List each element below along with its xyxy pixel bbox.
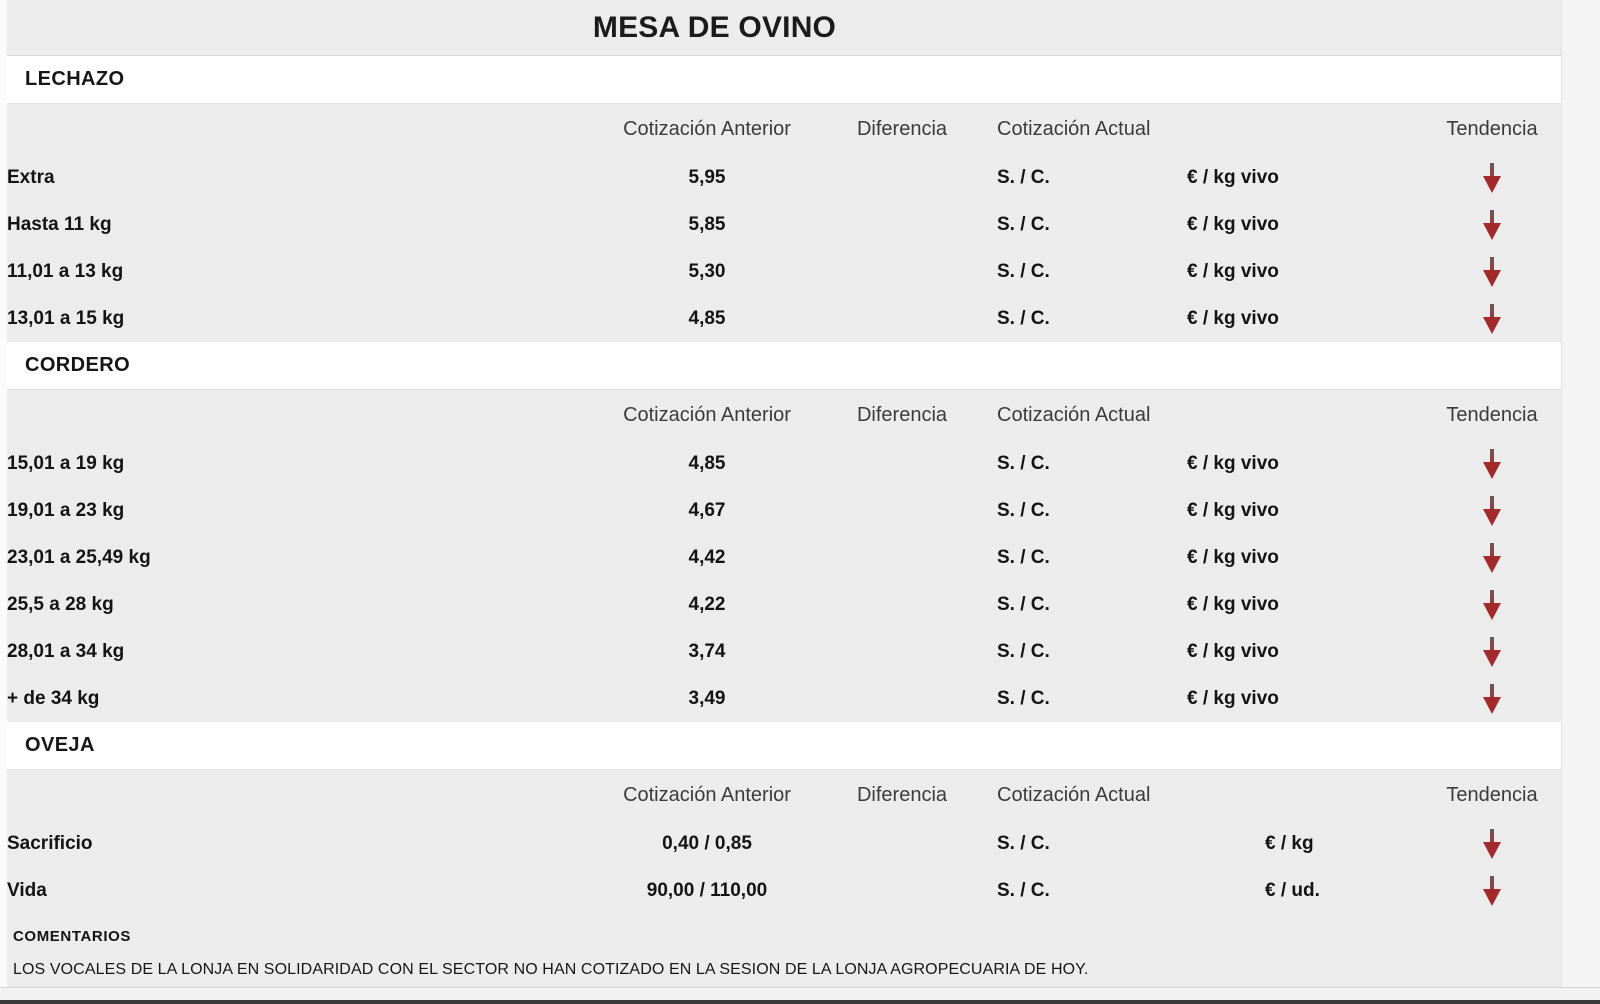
cell-previous-price: 4,85	[688, 452, 726, 474]
cell-previous-price: 5,95	[688, 166, 726, 188]
column-header-trend: Tendencia	[1446, 403, 1538, 426]
row-label: + de 34 kg	[7, 687, 100, 709]
table-row	[7, 534, 1562, 581]
column-header-unit	[1187, 770, 1422, 820]
cell-previous-price: 90,00 / 110,00	[646, 879, 768, 901]
quotation-table-oveja	[7, 770, 1562, 914]
column-header-difference: Diferencia	[856, 117, 948, 140]
table-row	[7, 820, 1562, 867]
comments-text: LOS VOCALES DE LA LONJA EN SOLIDARIDAD CON EL SECTOR NO HAN COTIZADO EN LA SESION DE LA LONJA AGROPECUARIA DE HOY.	[13, 961, 1089, 978]
right-gutter	[1561, 0, 1600, 1004]
section-header-cordero	[7, 342, 1562, 390]
column-header-trend: Tendencia	[1446, 783, 1538, 806]
cell-previous-price: 5,85	[688, 213, 726, 235]
comments-section	[7, 914, 1562, 979]
cell-previous-price: 4,67	[688, 499, 726, 521]
table-row	[7, 628, 1562, 675]
row-label: 15,01 a 19 kg	[7, 452, 125, 474]
down-arrow-icon	[1483, 304, 1501, 334]
cell-difference	[807, 295, 997, 342]
column-header-difference: Diferencia	[856, 403, 948, 426]
column-header-unit	[1187, 390, 1422, 440]
cell-difference	[807, 628, 997, 675]
column-header-current: Cotización Actual	[997, 403, 1151, 426]
cell-difference	[807, 581, 997, 628]
down-arrow-icon	[1483, 876, 1501, 906]
row-label: Vida	[7, 879, 47, 901]
column-header-difference: Diferencia	[856, 783, 948, 806]
cell-current-price: S. / C.	[997, 452, 1050, 474]
column-header-previous: Cotización Anterior	[623, 403, 791, 426]
cell-current-price: S. / C.	[997, 640, 1050, 662]
column-header-current: Cotización Actual	[997, 783, 1151, 806]
cell-trend	[1422, 534, 1562, 581]
section-header-oveja	[7, 722, 1562, 770]
cell-unit: € / kg vivo	[1187, 166, 1279, 188]
row-label: 23,01 a 25,49 kg	[7, 546, 151, 568]
row-label: 13,01 a 15 kg	[7, 307, 125, 329]
cell-difference	[807, 154, 997, 201]
table-row	[7, 295, 1562, 342]
cell-trend	[1422, 201, 1562, 248]
down-arrow-icon	[1483, 449, 1501, 479]
cell-current-price: S. / C.	[997, 593, 1050, 615]
cell-previous-price: 3,49	[688, 687, 726, 709]
section-title: OVEJA	[25, 734, 95, 756]
bottom-rule	[0, 1000, 1600, 1004]
down-arrow-icon	[1483, 590, 1501, 620]
header-spacer	[7, 770, 607, 820]
column-header-previous: Cotización Anterior	[623, 117, 791, 140]
cell-current-price: S. / C.	[997, 260, 1050, 282]
cell-difference	[807, 675, 997, 722]
cell-unit: € / kg	[1265, 832, 1314, 854]
cell-unit: € / kg vivo	[1187, 260, 1279, 282]
cell-trend	[1422, 820, 1562, 867]
cell-trend	[1422, 248, 1562, 295]
table-row	[7, 248, 1562, 295]
cell-previous-price: 3,74	[688, 640, 726, 662]
cell-difference	[807, 201, 997, 248]
bottom-padding	[0, 987, 1600, 1000]
table-row	[7, 154, 1562, 201]
comments-title: COMENTARIOS	[13, 928, 131, 945]
cell-current-price: S. / C.	[997, 166, 1050, 188]
down-arrow-icon	[1483, 543, 1501, 573]
cell-difference	[807, 820, 997, 867]
header-spacer	[7, 390, 607, 440]
cell-unit: € / kg vivo	[1187, 307, 1279, 329]
cell-trend	[1422, 440, 1562, 487]
table-row	[7, 201, 1562, 248]
column-header-unit	[1187, 104, 1422, 154]
table-row	[7, 440, 1562, 487]
cell-previous-price: 5,30	[688, 260, 726, 282]
board-content	[7, 0, 1562, 1004]
column-header-trend: Tendencia	[1446, 117, 1538, 140]
cell-current-price: S. / C.	[997, 546, 1050, 568]
down-arrow-icon	[1483, 496, 1501, 526]
cell-current-price: S. / C.	[997, 307, 1050, 329]
row-label: 19,01 a 23 kg	[7, 499, 125, 521]
cell-difference	[807, 534, 997, 581]
cell-trend	[1422, 867, 1562, 914]
cell-previous-price: 0,40 / 0,85	[662, 832, 752, 854]
table-row	[7, 487, 1562, 534]
page-title-bar	[7, 0, 1562, 56]
cell-unit: € / ud.	[1265, 879, 1320, 901]
cell-unit: € / kg vivo	[1187, 687, 1279, 709]
section-title: CORDERO	[25, 354, 131, 376]
row-label: 25,5 a 28 kg	[7, 593, 114, 615]
cell-difference	[807, 248, 997, 295]
quotation-table-lechazo	[7, 104, 1562, 342]
cell-difference	[807, 867, 997, 914]
cell-previous-price: 4,42	[688, 546, 726, 568]
cell-current-price: S. / C.	[997, 499, 1050, 521]
cell-trend	[1422, 675, 1562, 722]
cell-current-price: S. / C.	[997, 213, 1050, 235]
cell-trend	[1422, 295, 1562, 342]
table-row	[7, 867, 1562, 914]
cell-current-price: S. / C.	[997, 687, 1050, 709]
table-row	[7, 675, 1562, 722]
down-arrow-icon	[1483, 163, 1501, 193]
section-header-lechazo	[7, 56, 1562, 104]
column-header-previous: Cotización Anterior	[623, 783, 791, 806]
section-title: LECHAZO	[25, 68, 125, 90]
cell-trend	[1422, 487, 1562, 534]
cell-unit: € / kg vivo	[1187, 452, 1279, 474]
down-arrow-icon	[1483, 829, 1501, 859]
page-title: MESA DE OVINO	[592, 10, 837, 44]
cell-unit: € / kg vivo	[1187, 499, 1279, 521]
quotation-table-cordero	[7, 390, 1562, 722]
table-header-row	[7, 770, 1562, 820]
column-header-current: Cotización Actual	[997, 117, 1151, 140]
cell-trend	[1422, 581, 1562, 628]
down-arrow-icon	[1483, 257, 1501, 287]
row-label: 28,01 a 34 kg	[7, 640, 125, 662]
row-label: Sacrificio	[7, 832, 93, 854]
left-gutter	[0, 0, 7, 1004]
table-header-row	[7, 104, 1562, 154]
down-arrow-icon	[1483, 637, 1501, 667]
cell-current-price: S. / C.	[997, 879, 1050, 901]
cell-unit: € / kg vivo	[1187, 640, 1279, 662]
header-spacer	[7, 104, 607, 154]
cell-difference	[807, 440, 997, 487]
sections-container	[7, 56, 1562, 914]
row-label: Hasta 11 kg	[7, 213, 112, 235]
down-arrow-icon	[1483, 684, 1501, 714]
cell-unit: € / kg vivo	[1187, 546, 1279, 568]
cell-difference	[807, 487, 997, 534]
cell-previous-price: 4,85	[688, 307, 726, 329]
row-label: 11,01 a 13 kg	[7, 260, 124, 282]
cell-unit: € / kg vivo	[1187, 213, 1279, 235]
table-row	[7, 581, 1562, 628]
cell-trend	[1422, 154, 1562, 201]
down-arrow-icon	[1483, 210, 1501, 240]
cell-current-price: S. / C.	[997, 832, 1050, 854]
table-header-row	[7, 390, 1562, 440]
row-label: Extra	[7, 166, 55, 188]
cell-unit: € / kg vivo	[1187, 593, 1279, 615]
cell-trend	[1422, 628, 1562, 675]
cell-previous-price: 4,22	[688, 593, 726, 615]
